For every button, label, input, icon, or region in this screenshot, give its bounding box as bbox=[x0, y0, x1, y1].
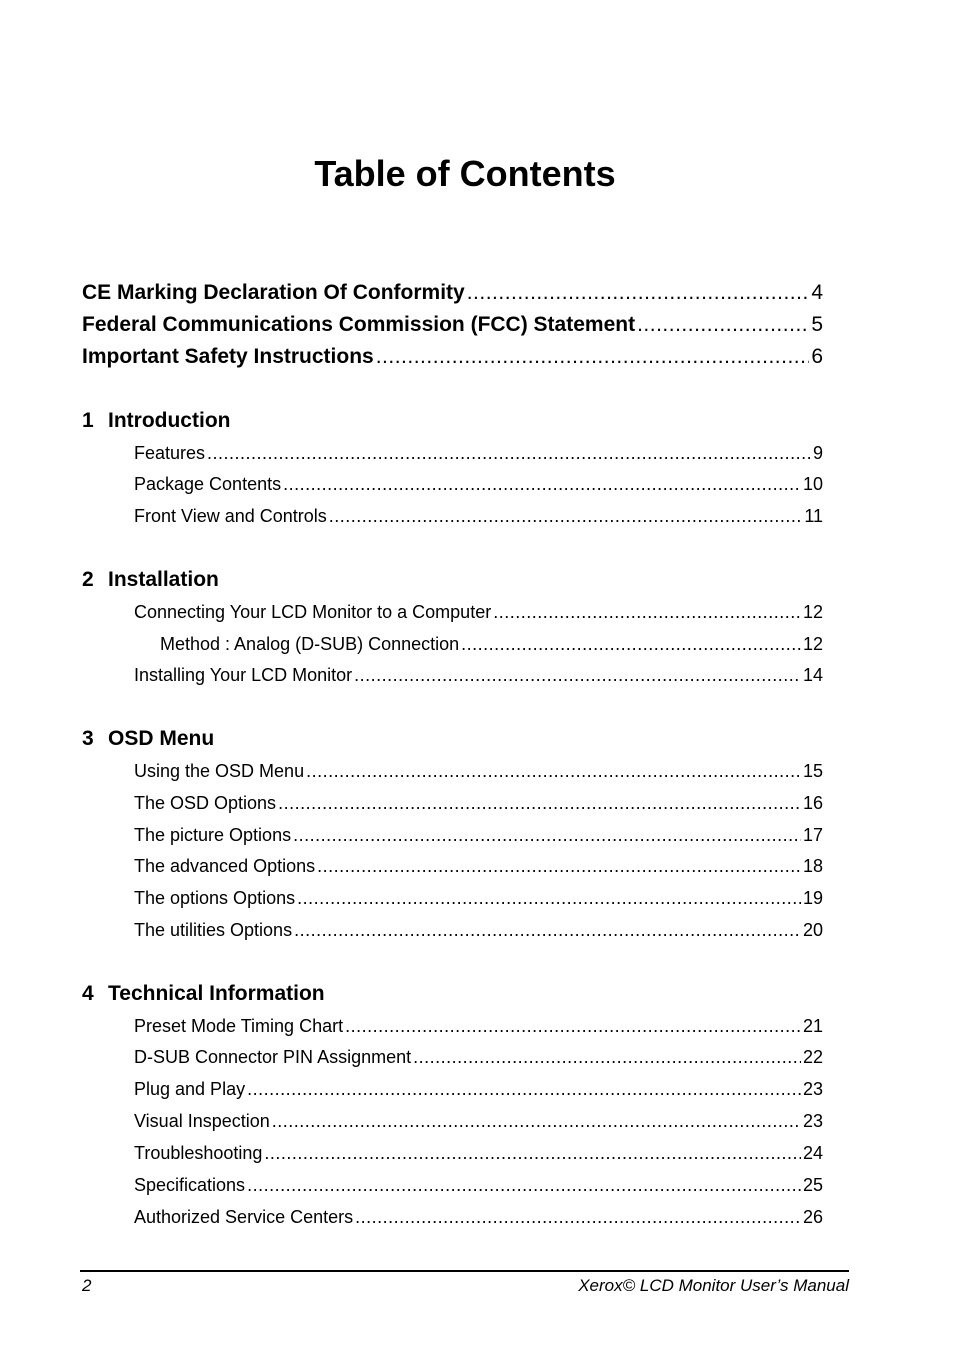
section-heading-osd-menu[interactable] bbox=[82, 726, 214, 752]
dot-leader bbox=[247, 1078, 801, 1100]
toc-entry-label: Method : Analog (D-SUB) Connection bbox=[160, 634, 460, 654]
toc-entry-page: 10 bbox=[802, 474, 823, 494]
dot-leader bbox=[247, 1174, 801, 1196]
dot-leader bbox=[272, 1110, 801, 1132]
toc-entry[interactable] bbox=[134, 792, 823, 814]
dot-leader bbox=[264, 1142, 801, 1164]
toc-entry-page: 24 bbox=[802, 1143, 823, 1163]
section-title: OSD Menu bbox=[108, 727, 215, 750]
toc-entry-label: Installing Your LCD Monitor bbox=[134, 665, 353, 685]
toc-entry-label: Preset Mode Timing Chart bbox=[134, 1016, 344, 1036]
dot-leader bbox=[637, 312, 809, 338]
toc-entry[interactable] bbox=[134, 887, 823, 909]
toc-entry-safety-instructions[interactable] bbox=[82, 344, 823, 370]
toc-entry-page: 4 bbox=[811, 281, 823, 304]
section-number: 1 bbox=[82, 409, 94, 432]
dot-leader bbox=[278, 792, 801, 814]
dot-leader bbox=[493, 601, 801, 623]
dot-leader bbox=[355, 1206, 801, 1228]
dot-leader bbox=[461, 633, 801, 655]
page-title: Table of Contents bbox=[314, 153, 616, 195]
dot-leader bbox=[329, 505, 803, 527]
footer-manual-title: Xerox© LCD Monitor User’s Manual bbox=[578, 1276, 849, 1295]
toc-entry-page: 18 bbox=[802, 856, 823, 876]
toc-entry[interactable] bbox=[134, 760, 823, 782]
toc-entry-page: 23 bbox=[802, 1111, 823, 1131]
toc-entry-label: The picture Options bbox=[134, 825, 292, 845]
toc-entry-label: Connecting Your LCD Monitor to a Computer bbox=[134, 602, 492, 622]
toc-entry[interactable] bbox=[134, 601, 823, 623]
toc-entry-label: Important Safety Instructions bbox=[82, 345, 374, 368]
toc-entry-ce-marking[interactable] bbox=[82, 280, 823, 306]
toc-entry[interactable] bbox=[134, 1142, 823, 1164]
toc-entry-label: Plug and Play bbox=[134, 1079, 246, 1099]
toc-entry[interactable] bbox=[134, 1174, 823, 1196]
toc-entry-page: 17 bbox=[802, 825, 823, 845]
dot-leader bbox=[207, 442, 811, 464]
toc-entry-label: Package Contents bbox=[134, 474, 282, 494]
dot-leader bbox=[467, 280, 810, 306]
toc-entry-label: Troubleshooting bbox=[134, 1143, 263, 1163]
toc-entry[interactable] bbox=[134, 855, 823, 877]
section-title: Installation bbox=[108, 568, 219, 591]
footer-divider bbox=[80, 1270, 849, 1272]
dot-leader bbox=[294, 919, 801, 941]
toc-entry-label: CE Marking Declaration Of Conformity bbox=[82, 281, 465, 304]
dot-leader bbox=[317, 855, 801, 877]
toc-entry[interactable] bbox=[134, 1110, 823, 1132]
section-heading-introduction[interactable] bbox=[82, 408, 230, 434]
toc-entry-fcc-statement[interactable] bbox=[82, 312, 823, 338]
toc-entry[interactable] bbox=[134, 1015, 823, 1037]
toc-entry-page: 21 bbox=[802, 1016, 823, 1036]
toc-entry-label: Visual Inspection bbox=[134, 1111, 270, 1131]
dot-leader bbox=[345, 1015, 801, 1037]
toc-entry-label: D-SUB Connector PIN Assignment bbox=[134, 1047, 412, 1067]
toc-entry[interactable] bbox=[134, 1078, 823, 1100]
toc-entry-label: The OSD Options bbox=[134, 793, 277, 813]
toc-entry-page: 16 bbox=[802, 793, 823, 813]
footer-page-number: 2 bbox=[82, 1276, 92, 1295]
toc-entry-page: 23 bbox=[802, 1079, 823, 1099]
toc-entry-page: 5 bbox=[811, 313, 823, 336]
toc-entry-page: 12 bbox=[802, 634, 823, 654]
section-heading-installation[interactable] bbox=[82, 567, 219, 593]
toc-entry-label: Features bbox=[134, 443, 206, 463]
toc-entry[interactable] bbox=[134, 1206, 823, 1228]
toc-entry-label: The options Options bbox=[134, 888, 296, 908]
toc-entry-page: 25 bbox=[802, 1175, 823, 1195]
section-title: Technical Information bbox=[108, 982, 325, 1005]
toc-entry-label: Using the OSD Menu bbox=[134, 761, 305, 781]
dot-leader bbox=[283, 473, 801, 495]
toc-entry[interactable] bbox=[134, 505, 823, 527]
toc-entry[interactable] bbox=[134, 1046, 823, 1068]
toc-entry[interactable] bbox=[160, 633, 823, 655]
toc-entry-page: 14 bbox=[802, 665, 823, 685]
toc-entry-page: 9 bbox=[812, 443, 823, 463]
toc-entry[interactable] bbox=[134, 919, 823, 941]
dot-leader bbox=[306, 760, 801, 782]
dot-leader bbox=[413, 1046, 801, 1068]
toc-entry-page: 12 bbox=[802, 602, 823, 622]
dot-leader bbox=[376, 344, 810, 370]
section-number: 3 bbox=[82, 727, 94, 750]
section-heading-technical-information[interactable] bbox=[82, 981, 325, 1007]
toc-entry-label: Federal Communications Commission (FCC) Statement bbox=[82, 313, 636, 336]
toc-entry-label: Authorized Service Centers bbox=[134, 1207, 354, 1227]
toc-entry[interactable] bbox=[134, 473, 823, 495]
dot-leader bbox=[297, 887, 801, 909]
toc-entry[interactable] bbox=[134, 442, 823, 464]
toc-entry-label: Specifications bbox=[134, 1175, 246, 1195]
toc-entry-page: 15 bbox=[802, 761, 823, 781]
toc-entry[interactable] bbox=[134, 824, 823, 846]
section-number: 4 bbox=[82, 982, 94, 1005]
toc-entry[interactable] bbox=[134, 664, 823, 686]
toc-entry-page: 11 bbox=[804, 506, 823, 526]
toc-entry-label: The utilities Options bbox=[134, 920, 293, 940]
toc-entry-page: 26 bbox=[802, 1207, 823, 1227]
section-title: Introduction bbox=[108, 409, 231, 432]
dot-leader bbox=[293, 824, 801, 846]
toc-entry-page: 6 bbox=[811, 345, 823, 368]
toc-entry-page: 19 bbox=[802, 888, 823, 908]
dot-leader bbox=[354, 664, 801, 686]
toc-entry-label: The advanced Options bbox=[134, 856, 316, 876]
toc-entry-label: Front View and Controls bbox=[134, 506, 327, 526]
section-number: 2 bbox=[82, 568, 94, 591]
toc-entry-page: 22 bbox=[802, 1047, 823, 1067]
toc-entry-page: 20 bbox=[802, 920, 823, 940]
